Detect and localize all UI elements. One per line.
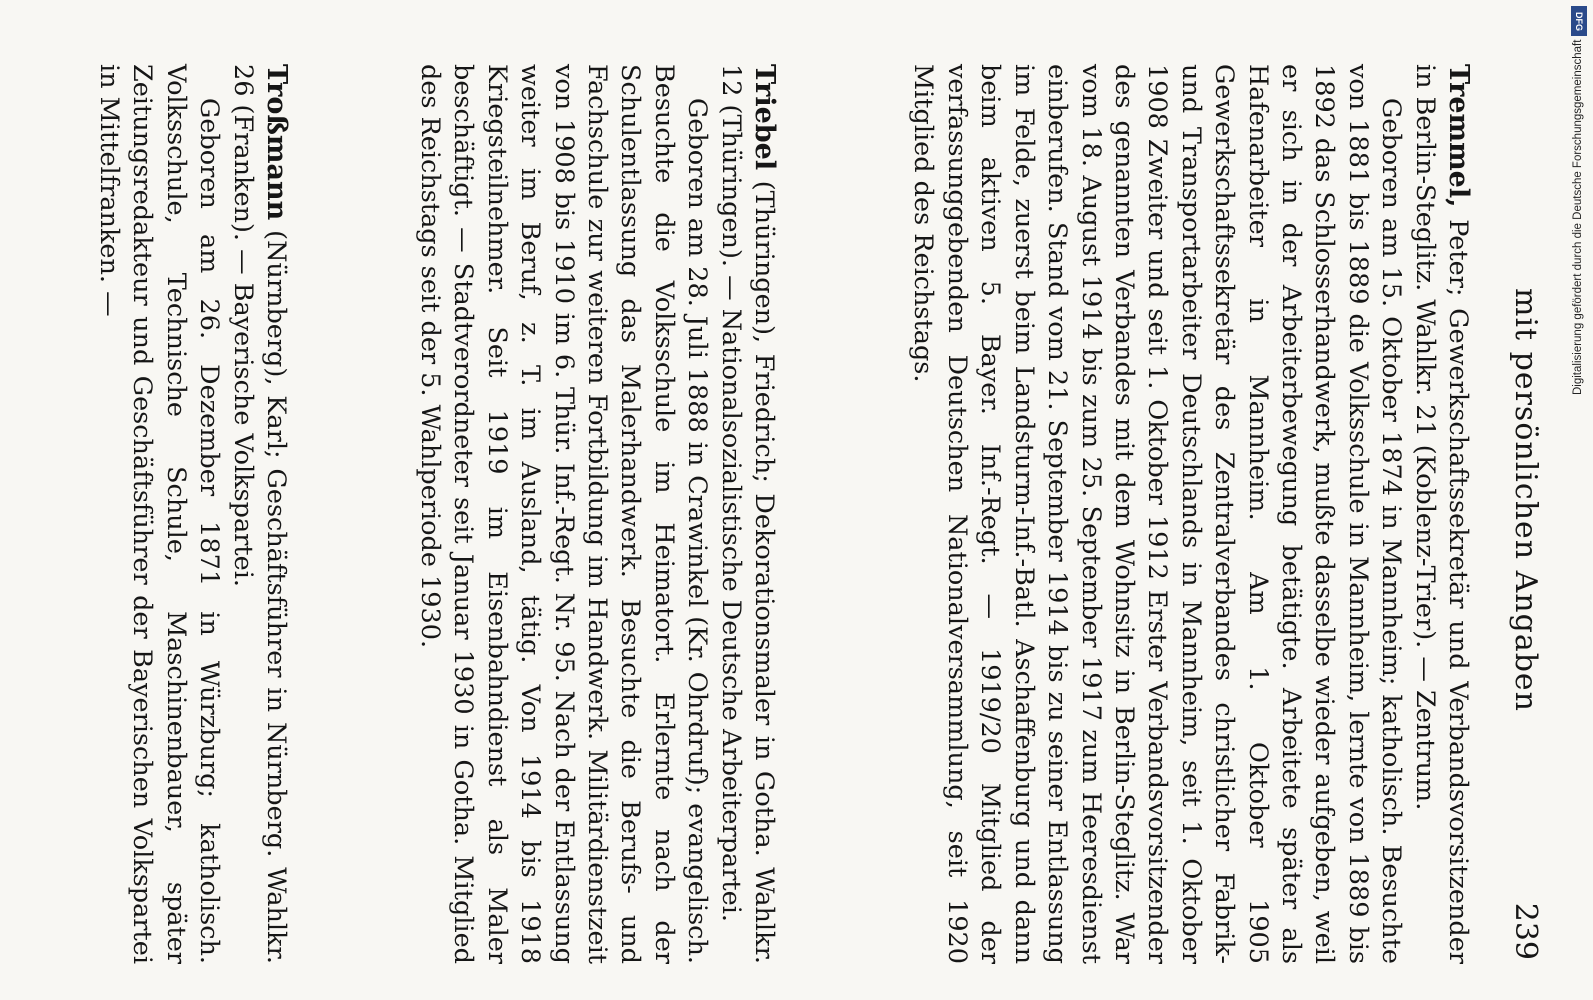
biography-entry bbox=[906, 64, 1475, 964]
entry-intro: (Nürnberg), Karl; Geschäftsführer in Nürnberg. Wahlkr. 26 (Franken). — Bayerische Volkspartei. bbox=[227, 64, 291, 964]
entry-heading bbox=[225, 64, 293, 964]
entry-name: Tremmel, bbox=[1443, 64, 1474, 208]
dfg-logo: DFG bbox=[1571, 6, 1587, 36]
running-head: mit persönlichen Angaben bbox=[1508, 288, 1543, 712]
entry-biography: Geboren am 15. Oktober 1874 in Mannheim; katholisch. Besuchte von 1881 bis 1889 die Volksschule in Mannheim, lernte von 1889 bis 1892 das Schlosserhandwerk, mußte dasselbe wieder aufgeben, weil er sich in der Arbeiterbewegung betätigte. Arbeitete später als Hafenarbeiter in Mannheim. Am 1. Oktober 1905 Gewerkschaftssekretär des Zentralverbandes christlicher Fabrik- und Transportarbeiter Deutschlands in Mannheim, seit 1. Oktober 1908 Zweiter und seit 1. Oktober 1912 Erster Verbandsvorsitzender des genannten Verbandes mit dem Wohnsitz in Berlin-Steglitz. War vom 18. August 1914 bis zum 25. September 1917 zum Heeresdienst einberufen. Stand vom 21. September 1914 bis zu seiner Entlassung im Felde, zuerst beim Landsturm-Inf.-Batl. Aschaffenburg und dann beim aktiven 5. Bayer. Inf.-Regt. — 1919/20 Mitglied der verfassunggebenden Deutschen Nationalversammlung, seit 1920 Mitglied des Reichstags. bbox=[908, 64, 1407, 964]
page-header bbox=[1503, 40, 1543, 960]
entry-name: Troßmann bbox=[261, 64, 292, 221]
entry-intro: (Thüringen), Friedrich; Dekorationsmaler in Gotha. Wahlkr. 12 (Thüringen). — Nationalsozialistische Deutsche Arbeiterpartei. bbox=[715, 64, 779, 964]
biography-entry bbox=[413, 64, 781, 964]
entry-heading bbox=[713, 64, 781, 964]
credit-text: Digitalisierung gefördert durch die Deutsche Forschungsgemeinschaft bbox=[1572, 40, 1584, 396]
page-number: 239 bbox=[1508, 902, 1543, 960]
entry-biography: Geboren am 28. Juli 1888 in Crawinkel (Kr. Ohrdruf); evangelisch. Besuchte die Volksschule im Heimatort. Erlernte nach der Schulentlassung das Malerhandwerk. Besuchte die Berufs- und Fachschule zur weiteren Fortbildung im Handwerk. Militärdienstzeit von 1908 bis 1910 im 6. Thür. Inf.-Regt. Nr. 95. Nach der Entlassung weiter im Beruf, z. T. im Ausland, tätig. Von 1914 bis 1918 Kriegsteilnehmer. Seit 1919 im Eisenbahndienst als Maler beschäftigt. — Stadtverordneter seit Januar 1930 in Gotha. Mitglied des Reichstags seit der 5. Wahlperiode 1930. bbox=[414, 64, 713, 964]
entry-name: Triebel bbox=[749, 64, 780, 171]
entry-biography: Geboren am 26. Dezember 1871 in Würzburg; katholisch. Volksschule, Technische Schule, Maschinenbauer, später Zeitungsredakteur und Geschäftsführer der Bayerischen Volkspartei in Mittelfranken. — bbox=[93, 64, 225, 964]
biography-entry bbox=[92, 64, 293, 964]
entry-intro: Peter; Gewerkschaftssekretär und Verbandsvorsitzender in Berlin-Steglitz. Wahlkr. 21 (Koblenz-Trier). — Zentrum. bbox=[1409, 64, 1473, 964]
entry-heading bbox=[1407, 64, 1475, 964]
digitization-credit bbox=[1569, 6, 1591, 706]
